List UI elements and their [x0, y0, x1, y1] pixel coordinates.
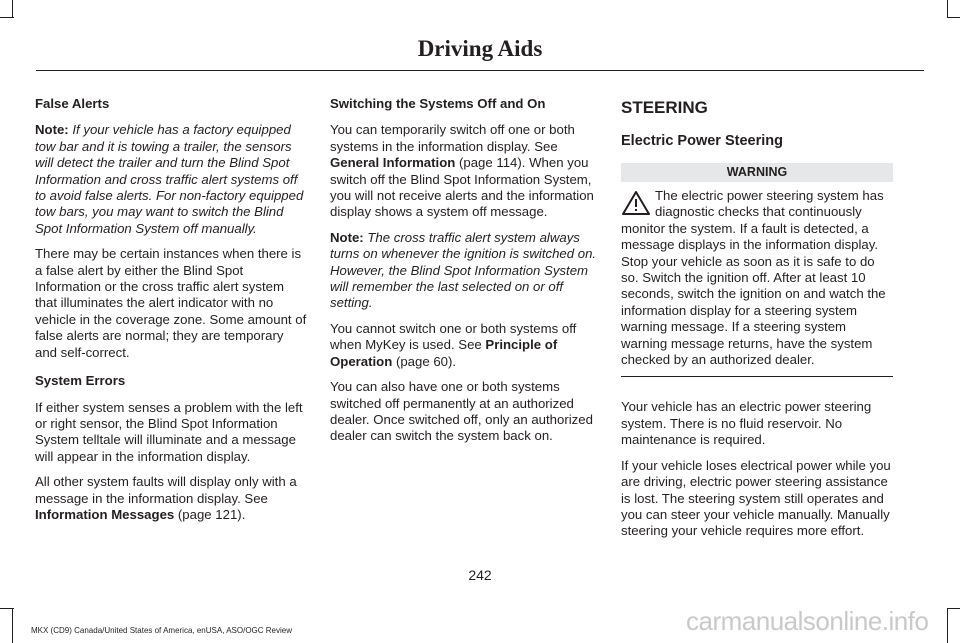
warning-divider [621, 376, 893, 377]
crop-mark [947, 0, 948, 18]
false-alerts-paragraph: There may be certain instances when there is a false alert by either the Blind Spot Information or the cross traffic alert system that illuminates the alert indicator with no vehicle in the coverage zone. Some amount of false alerts are normal; they are temporary and self-correct. [35, 246, 307, 360]
switching-paragraph [330, 122, 602, 220]
crop-mark [12, 608, 13, 643]
column-right [621, 96, 893, 549]
false-alerts-heading: False Alerts [35, 96, 110, 111]
principle-of-operation-link[interactable]: Principle of Operation [330, 337, 558, 369]
crop-mark [0, 608, 14, 609]
system-errors-paragraph: If either system senses a problem with the left or right sensor, the Blind Spot Information System telltale will illuminate and a message will appear in the information display. [35, 399, 303, 464]
mykey-text: You cannot switch one or both systems off when MyKey is used. See [330, 320, 577, 353]
information-messages-link[interactable]: Information Messages [35, 506, 175, 522]
crop-mark [947, 608, 948, 643]
switching-text-rest: (page 114). When you switch off the Blind Spot Information System, you will not receive alerts and the information display shows a system off message. [330, 155, 594, 220]
warning-text: The electric power steering system has diagnostic checks that continuously monitor the system. If a fault is detected, a message displays in the information display. Stop your vehicle as soon as it is safe to do so. Switch the ignition off. After at least 10 seconds, switch the ignition on and watch the information display for a steering system warning message. If a steering system warning message returns, have the system checked by an authorized dealer. [621, 188, 886, 368]
note-paragraph [35, 122, 307, 237]
note-text: The cross traffic alert system always turns on whenever the ignition is switched on. However, the Blind Spot Information System will remember the last selected on or off setting. [330, 229, 597, 311]
note-text: If your vehicle has a factory equipped tow bar and it is towing a trailer, the sensors will detect the trailer and turn the Blind Spot Information and cross traffic alert systems off to avoid false alerts. For non-factory equipped tow bars, you may want to switch the Blind Spot Information System off manually. [35, 122, 304, 236]
system-faults-text: All other system faults will display only with a message in the information display. See [35, 474, 297, 506]
page-number: 242 [468, 567, 492, 583]
document-info: MKX (CD9) Canada/United States of America, enUSA, ASO/OGC Review [31, 626, 292, 635]
switching-heading: Switching the Systems Off and On [330, 96, 546, 111]
note-label: Note: [35, 122, 69, 138]
crop-mark [947, 17, 960, 18]
dealer-paragraph: You can also have one or both systems switched off permanently at an authorized dealer. Once switched off, only an authorized dealer can switch the system back on. [330, 379, 593, 444]
warning-triangle-icon [621, 190, 651, 216]
power-loss-paragraph: If your vehicle loses electrical power while you are driving, electric power steering assistance is lost. The steering system still operates and you can steer your vehicle manually. Manually steering your vehicle requires more effort. [621, 457, 891, 539]
page-title: Driving Aids [417, 36, 543, 61]
note-paragraph [330, 230, 602, 312]
column-left [35, 96, 307, 532]
note-label: Note: [330, 229, 364, 245]
eps-paragraph: Your vehicle has an electric power steering system. There is no fluid reservoir. No maintenance is required. [621, 399, 872, 448]
warning-box [621, 188, 893, 368]
section-heading: STEERING [621, 98, 708, 117]
header-divider [36, 70, 924, 71]
mykey-paragraph [330, 321, 602, 370]
subsection-heading: Electric Power Steering [621, 133, 783, 149]
page-reference: (page 121). [174, 506, 246, 522]
system-errors-heading: System Errors [35, 373, 126, 389]
crop-mark [0, 17, 14, 18]
watermark: carmanualsonline.info [686, 606, 929, 636]
crop-mark [947, 608, 960, 609]
system-faults-paragraph [35, 474, 307, 523]
page-reference: (page 60). [392, 353, 457, 369]
general-information-link[interactable]: General Information [330, 155, 456, 171]
warning-banner: WARNING [621, 163, 893, 182]
switching-text: You can temporarily switch off one or both systems in the information display. See [330, 122, 575, 154]
crop-mark [12, 0, 13, 18]
column-middle [330, 96, 602, 454]
